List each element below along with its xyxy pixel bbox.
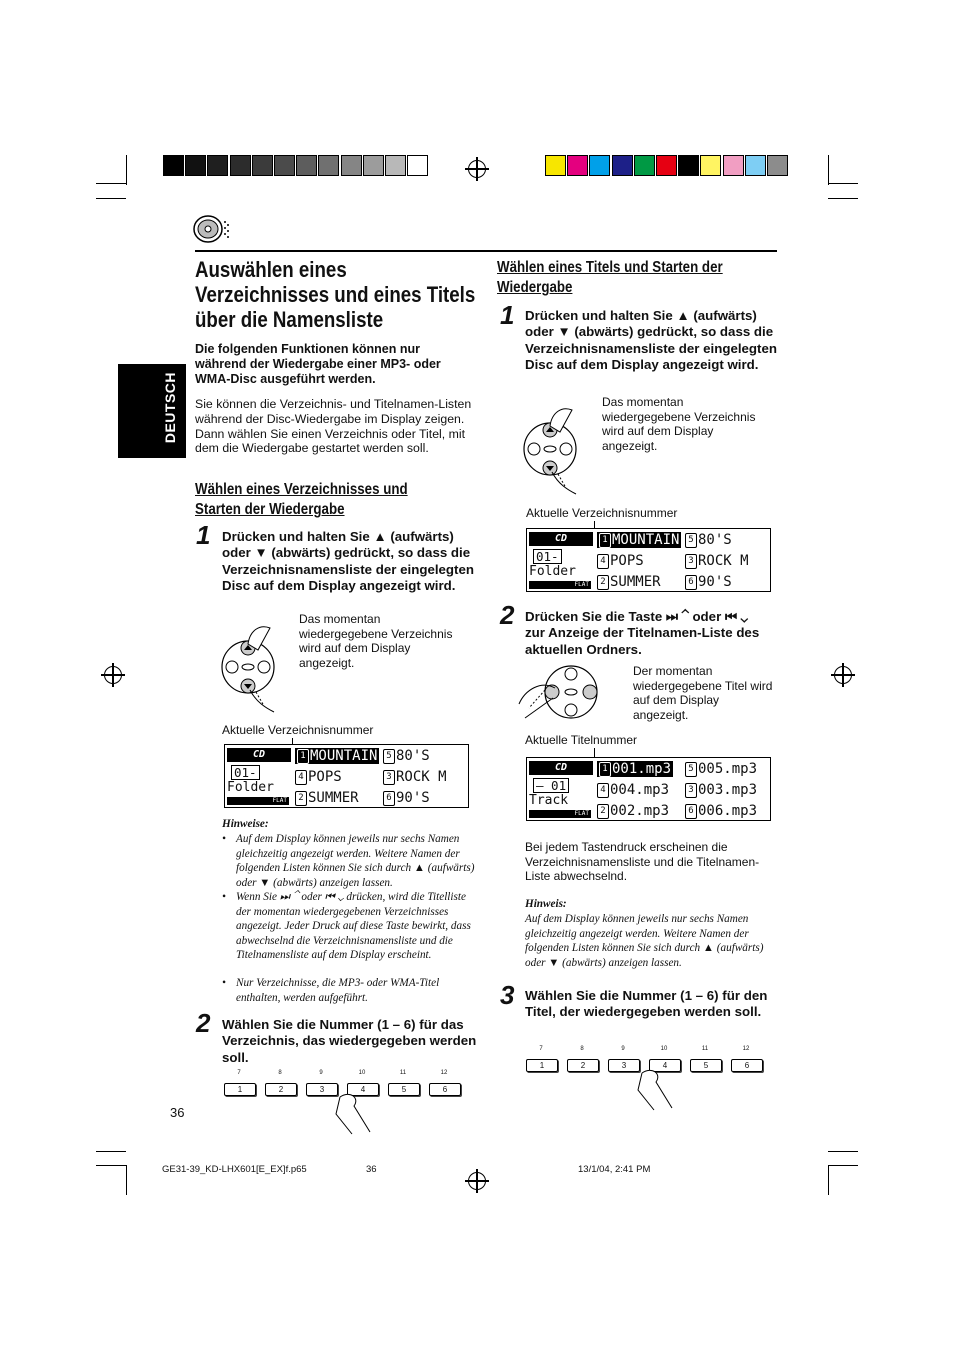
preset-key-2: 2 [265, 1083, 297, 1096]
display-entry-number: 2 [295, 791, 307, 806]
note-2: Wenn Sie ⏭ ⌃ oder ⏮ ⌄ drücken, wird die Titelliste der momentan wiedergegebenen Verzeichnisses angezeigt. Jeder Druck auf diese Taste bewirkt, dass abwechselnd die Verzeichnisnamensliste und die Titelnamensliste auf dem Display erscheint. [236, 891, 471, 961]
page-number: 36 [170, 1105, 185, 1120]
color-swatch [274, 155, 295, 176]
preset-secondary-label: 8 [278, 1070, 282, 1076]
color-swatch [407, 155, 428, 176]
footer-page: 36 [366, 1164, 377, 1175]
color-swatch [589, 155, 610, 176]
display-entry-name: SUMMER [610, 574, 661, 590]
color-swatch [745, 155, 766, 176]
footer-date: 13/1/04, 2:41 PM [578, 1164, 651, 1175]
display-list-entry [597, 803, 669, 819]
remote-updown-icon [520, 392, 592, 502]
intro-bold: Die folgenden Funktionen können nur während der Wiedergabe einer MP3- oder WMA-Disc ausgeführt werden. [195, 342, 441, 386]
left-step2: Wählen Sie die Nummer (1 – 6) für das Verzeichnis, das wiedergegeben werden soll. [222, 1017, 477, 1065]
display-entry-name: ROCK M [698, 553, 749, 569]
step-number: 2 [500, 600, 515, 630]
language-tab-label: DEUTSCH [162, 372, 178, 444]
display-entry-number: 1 [599, 762, 611, 777]
display-entry-number: 3 [685, 554, 697, 569]
display-list-entry [295, 769, 342, 785]
right-step1: Drücken und halten Sie ▲ (aufwärts) oder ▼ (abwärts) gedrückt, so dass die Verzeichnisnamensliste der eingelegten Disc auf dem Display angezeigt wird. [525, 308, 777, 372]
crop-mark [126, 155, 127, 185]
display-list-entry [383, 748, 430, 764]
color-swatch [163, 155, 184, 176]
color-swatch [341, 155, 362, 176]
note-1: Auf dem Display können jeweils nur sechs Namen gleichzeitig angezeigt werden. Weitere Namen der folgenden Listen können Sie sich durch ▲ (aufwärts) oder ▼ (abwärts) anzeigen lassen. [236, 833, 475, 889]
display-entry-number: 3 [383, 770, 395, 785]
display-entry-name: POPS [610, 553, 644, 569]
preset-secondary-label: 7 [237, 1070, 241, 1076]
display-cd-badge: CD [529, 761, 593, 775]
display-entry-name: 004.mp3 [610, 782, 670, 798]
preset-secondary-label: 9 [319, 1070, 323, 1076]
crop-mark [96, 198, 126, 199]
display-current-number: – 01 [533, 778, 569, 793]
header-rule [195, 250, 777, 252]
preset-secondary-label: 9 [621, 1046, 625, 1052]
crop-mark [828, 183, 858, 184]
display-current-number: 01- [231, 765, 260, 780]
color-swatch [207, 155, 228, 176]
note-3: Nur Verzeichnisse, die MP3- oder WMA-Titel enthalten, werden aufgeführt. [236, 977, 440, 1004]
page-title: Auswählen eines Verzeichnisses und eines Titels über die Namensliste [195, 257, 476, 332]
display-entry-name: 90'S [698, 574, 732, 590]
step-number: 1 [196, 520, 211, 550]
display-mode-label: Folder [227, 780, 274, 795]
right-label1: Aktuelle Verzeichnisnummer [526, 506, 678, 520]
hint-title: Hinweis: [525, 898, 567, 910]
hint-text: Auf dem Display können jeweils nur sechs Namen gleichzeitig angezeigt werden. Weitere Namen der folgenden Listen können Sie sich durch ▲ (aufwärts) oder ▼ (abwärts) anzeigen lassen. [525, 913, 764, 969]
display-entry-name: MOUNTAIN [612, 532, 680, 548]
display-entry-number: 3 [685, 783, 697, 798]
display-entry-number: 6 [685, 804, 697, 819]
display-list-entry [685, 761, 757, 777]
right-step3: Wählen Sie die Nummer (1 – 6) für den Titel, der wiedergegeben werden soll. [525, 988, 768, 1020]
display-entry-number: 1 [297, 749, 309, 764]
color-swatch [678, 155, 699, 176]
display-list-entry [597, 532, 681, 548]
preset-secondary-label: 7 [539, 1046, 543, 1052]
intro-text: Sie können die Verzeichnis- und Titelnamen-Listen während der Disc-Wiedergabe im Display zeigen. Dann wählen Sie einen Verzeichnis oder Titel, mit dem die Wiedergabe gestartet werden soll. [195, 397, 472, 456]
display-entry-number: 6 [685, 575, 697, 590]
registration-mark [468, 1172, 486, 1190]
preset-key-5: 5 [690, 1059, 722, 1072]
color-swatch [723, 155, 744, 176]
color-swatch [185, 155, 206, 176]
preset-secondary-label: 11 [399, 1070, 407, 1076]
registration-mark [104, 666, 122, 684]
display-entry-name: 90'S [396, 790, 430, 806]
preset-key-6: 6 [429, 1083, 461, 1096]
right-callout2: Der momentan wiedergegebene Titel wird auf dem Display angezeigt. [633, 664, 773, 722]
preset-secondary-label: 8 [580, 1046, 584, 1052]
display-list-entry [597, 574, 661, 590]
display-entry-number: 6 [383, 791, 395, 806]
display-cd-badge: CD [529, 532, 593, 546]
display-current-number: 01- [533, 549, 562, 564]
display-track-list [526, 757, 771, 821]
display-cd-badge: CD [227, 748, 291, 762]
display-entry-name: MOUNTAIN [310, 748, 378, 764]
crop-mark [828, 1151, 858, 1152]
finger-icon [632, 1068, 682, 1113]
left-heading: Wählen eines Verzeichnisses und Starten der Wiedergabe [195, 481, 408, 518]
preset-key-4: 4 [347, 1083, 379, 1096]
display-list-entry [685, 782, 757, 798]
color-swatch [252, 155, 273, 176]
display-entry-number: 2 [597, 575, 609, 590]
color-swatch [296, 155, 317, 176]
display-mode-label: Folder [529, 564, 576, 579]
notes-title: Hinweise: [222, 818, 269, 830]
display-entry-number: 1 [599, 533, 611, 548]
display-list-entry [597, 761, 673, 777]
preset-key-4: 4 [649, 1059, 681, 1072]
display-entry-name: ROCK M [396, 769, 447, 785]
display-folder-list [224, 744, 469, 808]
preset-key-3: 3 [306, 1083, 338, 1096]
right-heading: Wählen eines Titels und Starten der Wiedergabe [497, 259, 723, 296]
display-entry-name: SUMMER [308, 790, 359, 806]
step-number: 2 [196, 1008, 211, 1038]
color-swatch [767, 155, 788, 176]
display-mode-label: Track [529, 793, 569, 808]
right-callout1: Das momentan wiedergegebene Verzeichnis wird auf dem Display angezeigt. [602, 395, 756, 453]
crop-mark [828, 155, 829, 185]
left-step1: Drücken und halten Sie ▲ (aufwärts) oder ▼ (abwärts) gedrückt, so dass die Verzeichnisnamensliste der eingelegten Disc auf dem Display angezeigt wird. [222, 529, 474, 593]
display-entry-number: 2 [597, 804, 609, 819]
display-list-entry [295, 790, 359, 806]
preset-secondary-label: 10 [358, 1070, 366, 1076]
display-entry-number: 5 [383, 749, 395, 764]
color-swatch [230, 155, 251, 176]
bullet: • [222, 833, 226, 845]
display-entry-name: POPS [308, 769, 342, 785]
display-folder-list [526, 528, 771, 592]
display-entry-number: 4 [295, 770, 307, 785]
display-entry-name: 001.mp3 [612, 761, 672, 777]
display-list-entry [597, 553, 644, 569]
crop-mark [96, 183, 126, 184]
bullet: • [222, 977, 226, 989]
color-swatch [363, 155, 384, 176]
display-entry-name: 002.mp3 [610, 803, 670, 819]
display-list-entry [685, 803, 757, 819]
right-alt-text: Bei jedem Tastendruck erscheinen die Verzeichnisnamensliste und die Titelnamen-Liste abwechselnd. [525, 840, 760, 883]
step-number: 1 [500, 300, 515, 330]
color-swatch [567, 155, 588, 176]
language-tab [118, 364, 186, 458]
preset-key-6: 6 [731, 1059, 763, 1072]
left-label: Aktuelle Verzeichnisnummer [222, 723, 374, 737]
color-swatch [545, 155, 566, 176]
display-flat-indicator: FLAT [227, 797, 289, 805]
display-list-entry [295, 748, 379, 764]
color-swatch [700, 155, 721, 176]
crop-mark [828, 198, 858, 199]
display-entry-name: 80'S [698, 532, 732, 548]
remote-track-icon [515, 660, 625, 725]
color-swatch [385, 155, 406, 176]
crop-mark [96, 1165, 126, 1166]
display-entry-number: 5 [685, 533, 697, 548]
display-list-entry [685, 532, 732, 548]
right-step2: Drücken Sie die Taste ⏭ ⌃ oder ⏮ ⌄ zur Anzeige der Titelnamen-Liste des aktuellen Ordners. [525, 609, 760, 657]
preset-key-1: 1 [224, 1083, 256, 1096]
crop-mark [828, 1165, 829, 1195]
disc-icon [193, 214, 235, 244]
color-swatch [634, 155, 655, 176]
remote-updown-icon [218, 610, 290, 720]
display-list-entry [685, 574, 732, 590]
display-flat-indicator: FLAT [529, 810, 591, 818]
registration-mark [468, 160, 486, 178]
display-entry-number: 4 [597, 783, 609, 798]
preset-secondary-label: 12 [742, 1046, 750, 1052]
preset-secondary-label: 11 [701, 1046, 709, 1052]
display-entry-name: 005.mp3 [698, 761, 758, 777]
display-list-entry [383, 790, 430, 806]
display-entry-number: 5 [685, 762, 697, 777]
display-list-entry [597, 782, 669, 798]
display-list-entry [685, 553, 749, 569]
crop-mark [126, 1165, 127, 1195]
preset-key-3: 3 [608, 1059, 640, 1072]
right-label2: Aktuelle Titelnummer [525, 733, 638, 747]
preset-secondary-label: 12 [440, 1070, 448, 1076]
display-entry-name: 003.mp3 [698, 782, 758, 798]
bullet: • [222, 891, 226, 903]
preset-key-5: 5 [388, 1083, 420, 1096]
display-entry-name: 80'S [396, 748, 430, 764]
color-swatch [612, 155, 633, 176]
crop-mark [96, 1151, 126, 1152]
finger-icon [330, 1092, 380, 1137]
display-flat-indicator: FLAT [529, 581, 591, 589]
color-swatch [318, 155, 339, 176]
color-swatch [656, 155, 677, 176]
step-number: 3 [500, 980, 515, 1010]
display-entry-name: 006.mp3 [698, 803, 758, 819]
preset-key-2: 2 [567, 1059, 599, 1072]
display-list-entry [383, 769, 447, 785]
footer-file: GE31-39_KD-LHX601[E_EX]f.p65 [162, 1164, 307, 1175]
left-callout: Das momentan wiedergegebene Verzeichnis wird auf dem Display angezeigt. [299, 612, 453, 670]
registration-mark [834, 666, 852, 684]
preset-key-1: 1 [526, 1059, 558, 1072]
display-entry-number: 4 [597, 554, 609, 569]
preset-secondary-label: 10 [660, 1046, 668, 1052]
crop-mark [828, 1165, 858, 1166]
